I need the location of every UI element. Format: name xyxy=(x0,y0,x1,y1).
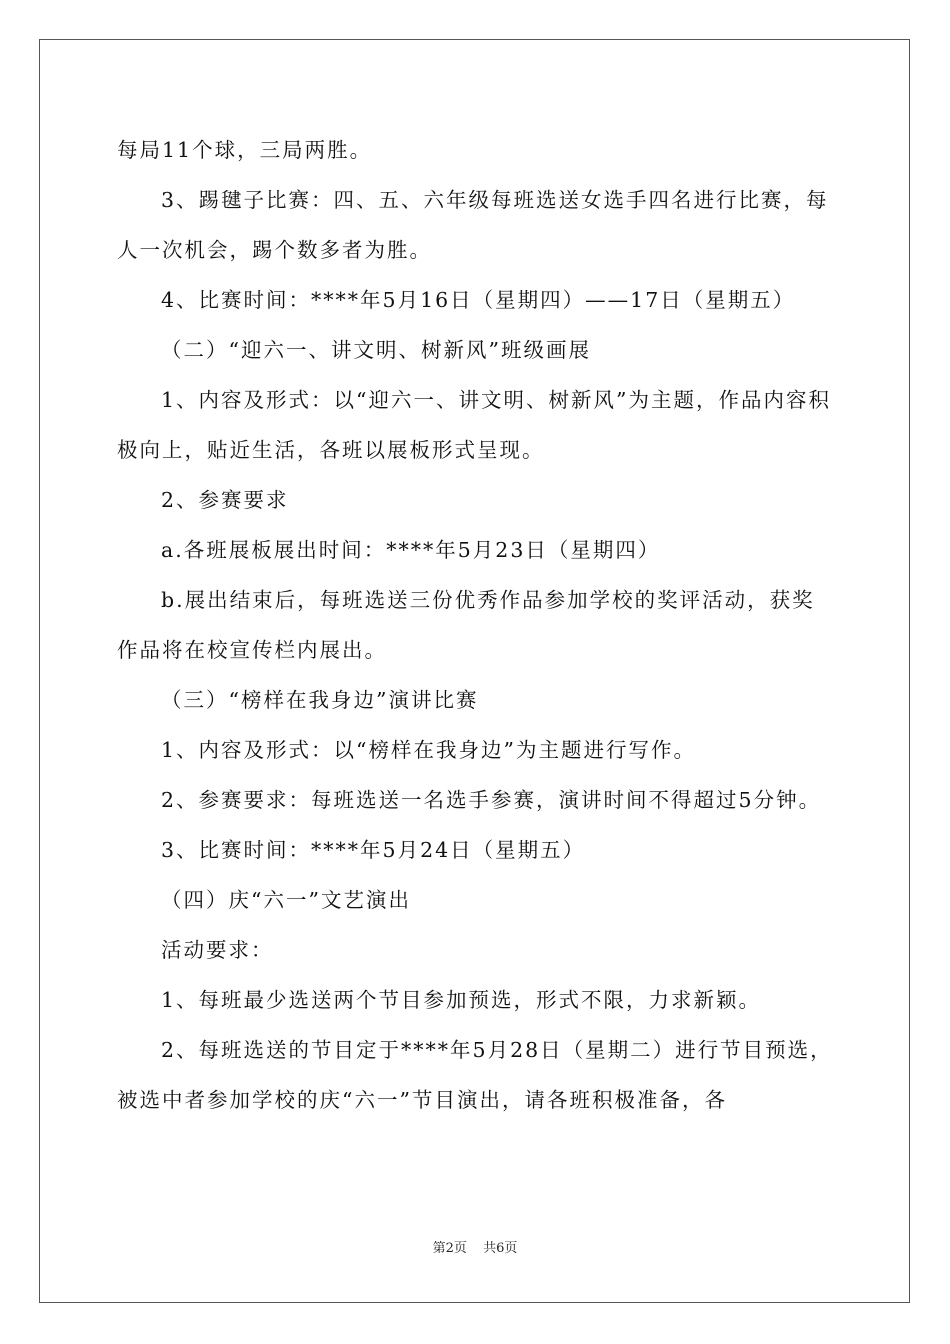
paragraph: 每局11个球，三局两胜。 xyxy=(117,138,373,162)
paragraph: a.各班展板展出时间：****年5月23日（星期四） xyxy=(161,538,661,562)
section-heading: （四）庆“六一”文艺演出 xyxy=(161,888,411,912)
paragraph: 1、每班最少选送两个节目参加预选，形式不限，力求新颖。 xyxy=(161,988,762,1012)
paragraph: b.展出结束后，每班选送三份优秀作品参加学校的奖评活动，获奖作品将在校宣传栏内展出。 xyxy=(117,588,815,662)
page-footer xyxy=(0,1241,950,1257)
paragraph: 3、比赛时间：****年5月24日（星期五） xyxy=(161,838,586,862)
paragraph: 1、内容及形式：以“榜样在我身边”为主题进行写作。 xyxy=(161,738,697,762)
paragraph: 2、参赛要求：每班选送一名选手参赛，演讲时间不得超过5分钟。 xyxy=(161,788,822,812)
document-body xyxy=(117,125,837,1125)
paragraph: 1、内容及形式：以“迎六一、讲文明、树新风”为主题，作品内容积极向上，贴近生活，各班以展板形式呈现。 xyxy=(117,388,832,462)
paragraph: 活动要求： xyxy=(161,938,274,962)
total-pages: 共6页 xyxy=(483,1241,518,1256)
section-heading: （三）“榜样在我身边”演讲比赛 xyxy=(161,688,479,712)
section-heading: （二）“迎六一、讲文明、树新风”班级画展 xyxy=(161,338,591,362)
paragraph: 4、比赛时间：****年5月16日（星期四）——17日（星期五） xyxy=(161,288,796,312)
paragraph: 2、每班选送的节目定于****年5月28日（星期二）进行节目预选，被选中者参加学校的庆“六一”节目演出，请各班积极准备，各 xyxy=(117,1038,833,1112)
paragraph: 3、踢毽子比赛：四、五、六年级每班选送女选手四名进行比赛，每人一次机会，踢个数多者为胜。 xyxy=(117,188,829,262)
paragraph: 2、参赛要求 xyxy=(161,488,289,512)
page-number: 第2页 xyxy=(432,1241,467,1256)
